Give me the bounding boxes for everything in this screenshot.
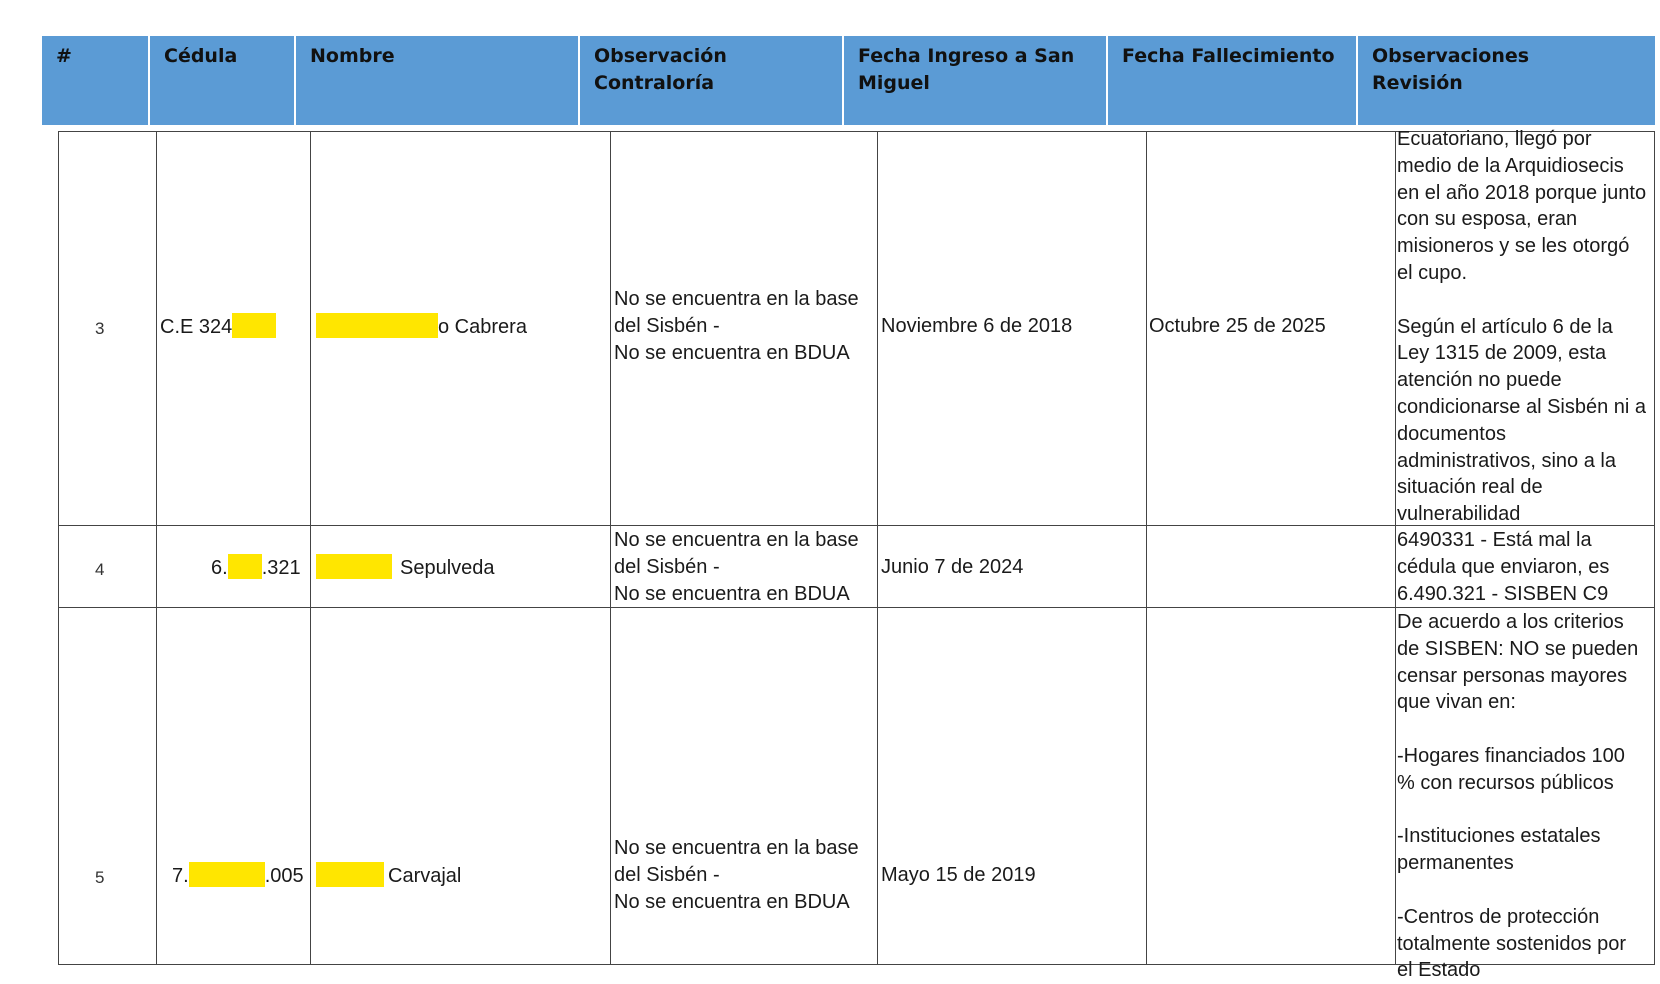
header-nombre: Nombre (310, 45, 395, 67)
observaciones-revision-cell: De acuerdo a los criterios de SISBEN: NO se pueden censar personas mayores que vivan en: -Hogares financiados 100 % con recursos públicos -Instituciones estatales permanentes -Centros de protección totalmente sostenidos por el Estado (1397, 611, 1639, 982)
observaciones-revision-cell: 6490331 - Está mal la cédula que enviaron, es 6.490.321 - SISBEN C9 (1397, 529, 1610, 605)
observacion-contraloria-cell: No se encuentra en la base del Sisbén - No se encuentra en BDUA (614, 529, 859, 605)
cedula-cell: C.E 324 (160, 313, 276, 341)
redaction-highlight (232, 313, 276, 338)
header-cedula: Cédula (164, 45, 238, 67)
row-number: 5 (95, 868, 105, 887)
column-divider (1395, 132, 1396, 964)
cedula-cell: 7. .005 (172, 862, 304, 890)
fecha-fallecimiento-cell: Octubre 25 de 2025 (1149, 315, 1326, 337)
column-divider (310, 132, 311, 964)
fecha-ingreso-cell: Mayo 15 de 2019 (881, 864, 1036, 886)
table-header (42, 36, 1655, 125)
row-number: 3 (95, 319, 105, 338)
redaction-highlight (316, 313, 438, 338)
nombre-cell: Sepulveda (316, 554, 495, 582)
header-observaciones-revision: Observaciones Revisión (1372, 45, 1530, 94)
fecha-ingreso-cell: Junio 7 de 2024 (881, 556, 1024, 578)
header-number: # (56, 45, 72, 67)
redaction-highlight (189, 862, 265, 887)
redaction-highlight (228, 554, 262, 579)
header-observacion-contraloria: Observación Contraloría (594, 45, 727, 94)
redaction-highlight (316, 554, 392, 579)
observacion-contraloria-cell: No se encuentra en la base del Sisbén - No se encuentra en BDUA (614, 837, 859, 913)
table-body (58, 128, 1655, 982)
observacion-contraloria-cell: No se encuentra en la base del Sisbén - No se encuentra en BDUA (614, 288, 859, 364)
nombre-cell: o Cabrera (316, 313, 527, 341)
column-divider (156, 132, 157, 964)
cedula-cell: 6. .321 (211, 554, 301, 582)
redaction-highlight (316, 862, 384, 887)
column-divider (1146, 132, 1147, 964)
header-fecha-fallecimiento: Fecha Fallecimiento (1122, 45, 1335, 67)
observaciones-revision-cell: Ecuatoriano, llegó por medio de la Arquidiosecis en el año 2018 porque junto con su esposa, eran misioneros y se les otorgó el cupo. Según el artículo 6 de la Ley 1315 de 2009, esta atención no puede condicionarse al Sisbén ni a documentos administrativos, sino a la situación real de vulnerabilidad (1397, 128, 1647, 526)
column-divider (610, 132, 611, 964)
fecha-ingreso-cell: Noviembre 6 de 2018 (881, 315, 1073, 337)
header-fecha-ingreso: Fecha Ingreso a San Miguel (858, 45, 1075, 94)
row-number: 4 (95, 560, 105, 579)
nombre-cell: Carvajal (316, 862, 461, 890)
